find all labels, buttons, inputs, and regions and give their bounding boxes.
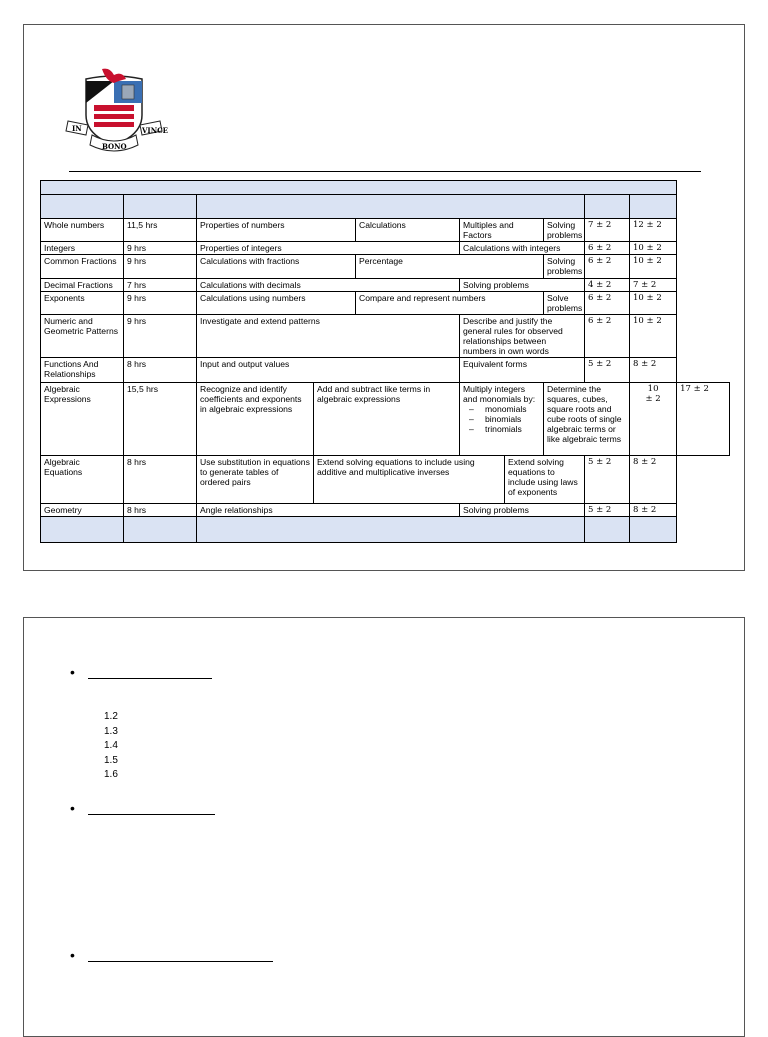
title-underline <box>69 171 701 172</box>
footer-content-cell <box>197 517 585 543</box>
mark-cell: 7 ± 2 <box>630 279 677 292</box>
table-row <box>41 315 730 358</box>
list-item: – monomials <box>485 404 540 414</box>
list-item: – binomials <box>485 414 540 424</box>
content-cell: Input and output values <box>197 358 460 383</box>
table-row <box>41 358 730 383</box>
topic-cell: Algebraic Equations <box>41 456 124 504</box>
hours-cell: 11,5 hrs <box>124 219 197 242</box>
topic-cell: Integers <box>41 242 124 255</box>
content-cell: Solving problems <box>460 504 585 517</box>
content-cell: Determine the squares, cubes, square roots and cube roots of single algebraic terms or like algebraic terms <box>544 383 630 456</box>
table-row <box>41 219 730 242</box>
mark-cell: 8 ± 2 <box>630 456 677 504</box>
topic-cell: Decimal Fractions <box>41 279 124 292</box>
mark-cell: 4 ± 2 <box>585 279 630 292</box>
content-cell: Calculations with integers <box>460 242 585 255</box>
list-item: 1.5 <box>104 754 118 766</box>
table-row <box>41 242 730 255</box>
topic-cell: Exponents <box>41 292 124 315</box>
content-cell: Calculations with decimals <box>197 279 460 292</box>
mark-cell: 8 ± 2 <box>630 358 677 383</box>
content-cell: Properties of integers <box>197 242 460 255</box>
multiply-list <box>463 404 540 434</box>
table-row <box>41 456 730 504</box>
svg-text:VINCE: VINCE <box>142 126 169 135</box>
content-cell: Calculations using numbers <box>197 292 356 315</box>
content-cell: Extend solving equations to include using laws of exponents <box>505 456 585 504</box>
mark-cell: 17 ± 2 <box>677 383 730 456</box>
hours-cell: 9 hrs <box>124 315 197 358</box>
hours-cell: 8 hrs <box>124 456 197 504</box>
heading-blank-line <box>88 814 215 815</box>
table-footer-row <box>41 517 730 543</box>
content-cell: Solving problems <box>460 279 585 292</box>
table-header-band <box>41 181 730 195</box>
header-mark-cell-1 <box>585 195 630 219</box>
content-cell: Solve problems <box>544 292 585 315</box>
bullet-icon: • <box>70 947 75 963</box>
mark-cell <box>630 383 677 456</box>
mark-value: 10 <box>647 384 659 394</box>
hours-cell: 9 hrs <box>124 292 197 315</box>
list-item: – trinomials <box>485 424 540 434</box>
table-title-cell <box>41 181 677 195</box>
footer-mark-cell-1 <box>585 517 630 543</box>
mark-cell: 10 ± 2 <box>630 242 677 255</box>
heading-blank-line <box>88 678 212 679</box>
mark-cell: 7 ± 2 <box>585 219 630 242</box>
mark-cell: 10 ± 2 <box>630 315 677 358</box>
mark-cell: 6 ± 2 <box>585 315 630 358</box>
numbered-list <box>104 710 118 783</box>
hours-cell: 9 hrs <box>124 242 197 255</box>
content-cell: Describe and justify the general rules for observed relationships between numbers in own words <box>460 315 585 358</box>
header-hours-cell <box>124 195 197 219</box>
mark-cell: 5 ± 2 <box>585 358 630 383</box>
topic-cell: Whole numbers <box>41 219 124 242</box>
hours-cell: 7 hrs <box>124 279 197 292</box>
multiply-intro: Multiply integers and monomials by: <box>463 384 536 404</box>
content-cell: Investigate and extend patterns <box>197 315 460 358</box>
footer-topic-cell <box>41 517 124 543</box>
mark-cell: 6 ± 2 <box>585 292 630 315</box>
content-cell: Extend solving equations to include using additive and multiplicative inverses <box>314 456 505 504</box>
mark-range: ± 2 <box>645 394 661 404</box>
mark-cell: 6 ± 2 <box>585 255 630 279</box>
school-crest-logo <box>64 69 169 155</box>
list-item: 1.3 <box>104 725 118 737</box>
table-row <box>41 292 730 315</box>
topic-cell: Functions And Relationships <box>41 358 124 383</box>
content-cell <box>460 383 544 456</box>
hours-cell: 9 hrs <box>124 255 197 279</box>
header-content-cell <box>197 195 585 219</box>
hours-cell: 8 hrs <box>124 358 197 383</box>
bullet-icon: • <box>70 800 75 816</box>
header-mark-cell-2 <box>630 195 677 219</box>
bullet-icon: • <box>70 664 75 680</box>
list-item: 1.4 <box>104 740 118 751</box>
footer-mark-cell-2 <box>630 517 677 543</box>
content-cell: Add and subtract like terms in algebraic expressions <box>314 383 460 456</box>
content-cell: Angle relationships <box>197 504 460 517</box>
content-cell: Properties of numbers <box>197 219 356 242</box>
table-row <box>41 383 730 456</box>
content-cell: Recognize and identify coefficients and exponents in algebraic expressions <box>197 383 314 456</box>
list-item: 1.6 <box>104 769 118 780</box>
hours-cell: 15,5 hrs <box>124 383 197 456</box>
table-header-row <box>41 195 730 219</box>
topic-cell: Geometry <box>41 504 124 517</box>
content-cell: Calculations with fractions <box>197 255 356 279</box>
topic-cell: Algebraic Expressions <box>41 383 124 456</box>
content-cell: Percentage <box>356 255 544 279</box>
heading-blank-line <box>88 961 273 962</box>
svg-text:IN: IN <box>72 124 82 133</box>
work-schedule-table <box>40 180 730 543</box>
content-cell: Multiples and Factors <box>460 219 544 242</box>
content-cell: Compare and represent numbers <box>356 292 544 315</box>
content-cell: Solving problems <box>544 219 585 242</box>
table-row <box>41 255 730 279</box>
hours-cell: 8 hrs <box>124 504 197 517</box>
document-page-2 <box>23 617 745 1037</box>
header-topic-cell <box>41 195 124 219</box>
mark-cell: 10 ± 2 <box>630 255 677 279</box>
topic-cell: Numeric and Geometric Patterns <box>41 315 124 358</box>
mark-cell: 5 ± 2 <box>585 504 630 517</box>
content-cell: Equivalent forms <box>460 358 585 383</box>
mark-cell: 6 ± 2 <box>585 242 630 255</box>
list-item: 1.2 <box>104 711 118 722</box>
mark-cell: 10 ± 2 <box>630 292 677 315</box>
content-cell: Use substitution in equations to generate tables of ordered pairs <box>197 456 314 504</box>
document-page-1 <box>23 24 745 571</box>
mark-cell: 8 ± 2 <box>630 504 677 517</box>
content-cell: Calculations <box>356 219 460 242</box>
mark-cell: 12 ± 2 <box>630 219 677 242</box>
content-cell: Solving problems <box>544 255 585 279</box>
footer-hours-cell <box>124 517 197 543</box>
table-row <box>41 279 730 292</box>
mark-cell: 5 ± 2 <box>585 456 630 504</box>
svg-text:BONO: BONO <box>102 142 127 151</box>
topic-cell: Common Fractions <box>41 255 124 279</box>
table-row <box>41 504 730 517</box>
